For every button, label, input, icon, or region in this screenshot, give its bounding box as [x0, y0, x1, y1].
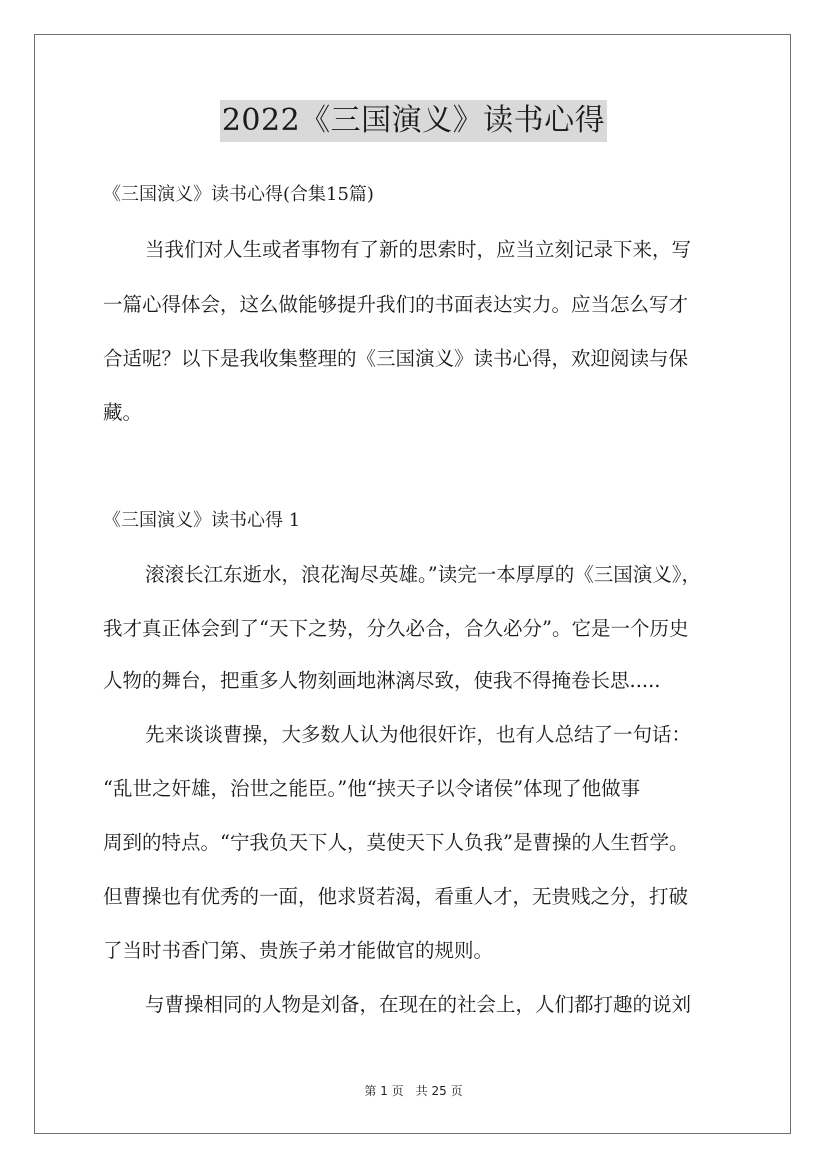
body-line: 滚滚长江东逝水，浪花淘尽英雄。”读完一本厚厚的《三国演义》， [145, 563, 701, 586]
body-line: 与曹操相同的人物是刘备，在现在的社会上，人们都打趣的说刘 [145, 993, 692, 1016]
body-line: 周到的特点。“宁我负天下人，莫使天下人负我”是曹操的人生哲学。 [103, 831, 689, 854]
page-number: 第 1 页 共 25 页 [364, 1084, 463, 1098]
title-container [0, 100, 827, 142]
intro-line: 当我们对人生或者事物有了新的思索时，应当立刻记录下来，写 [145, 238, 692, 261]
intro-line: 合适呢？以下是我收集整理的《三国演义》读书心得，欢迎阅读与保 [103, 347, 689, 370]
intro-line: 一篇心得体会，这么做能够提升我们的书面表达实力。应当怎么写才 [103, 293, 689, 316]
body-line: 了当时书香门第、贵族子弟才能做官的规则。 [103, 939, 494, 962]
document-title: 2022《三国演义》读书心得 [220, 100, 607, 142]
body-line: 人物的舞台，把重多人物刻画地淋漓尽致，使我不得掩卷长思..... [103, 669, 661, 692]
body-line: “乱世之奸雄，治世之能臣。”他“挟天子以令诸侯”体现了他做事 [103, 777, 641, 800]
body-line: 但曹操也有优秀的一面，他求贤若渴，看重人才，无贵贱之分，打破 [103, 885, 689, 908]
body-line: 我才真正体会到了“天下之势，分久必合，合久必分”。它是一个历史 [103, 617, 689, 640]
intro-line: 藏。 [103, 401, 143, 424]
body-line: 先来谈谈曹操，大多数人认为他很奸诈，也有人总结了一句话： [145, 723, 692, 746]
document-subtitle: 《三国演义》读书心得(合集15篇) [103, 184, 374, 205]
section-heading: 《三国演义》读书心得 1 [103, 510, 301, 531]
